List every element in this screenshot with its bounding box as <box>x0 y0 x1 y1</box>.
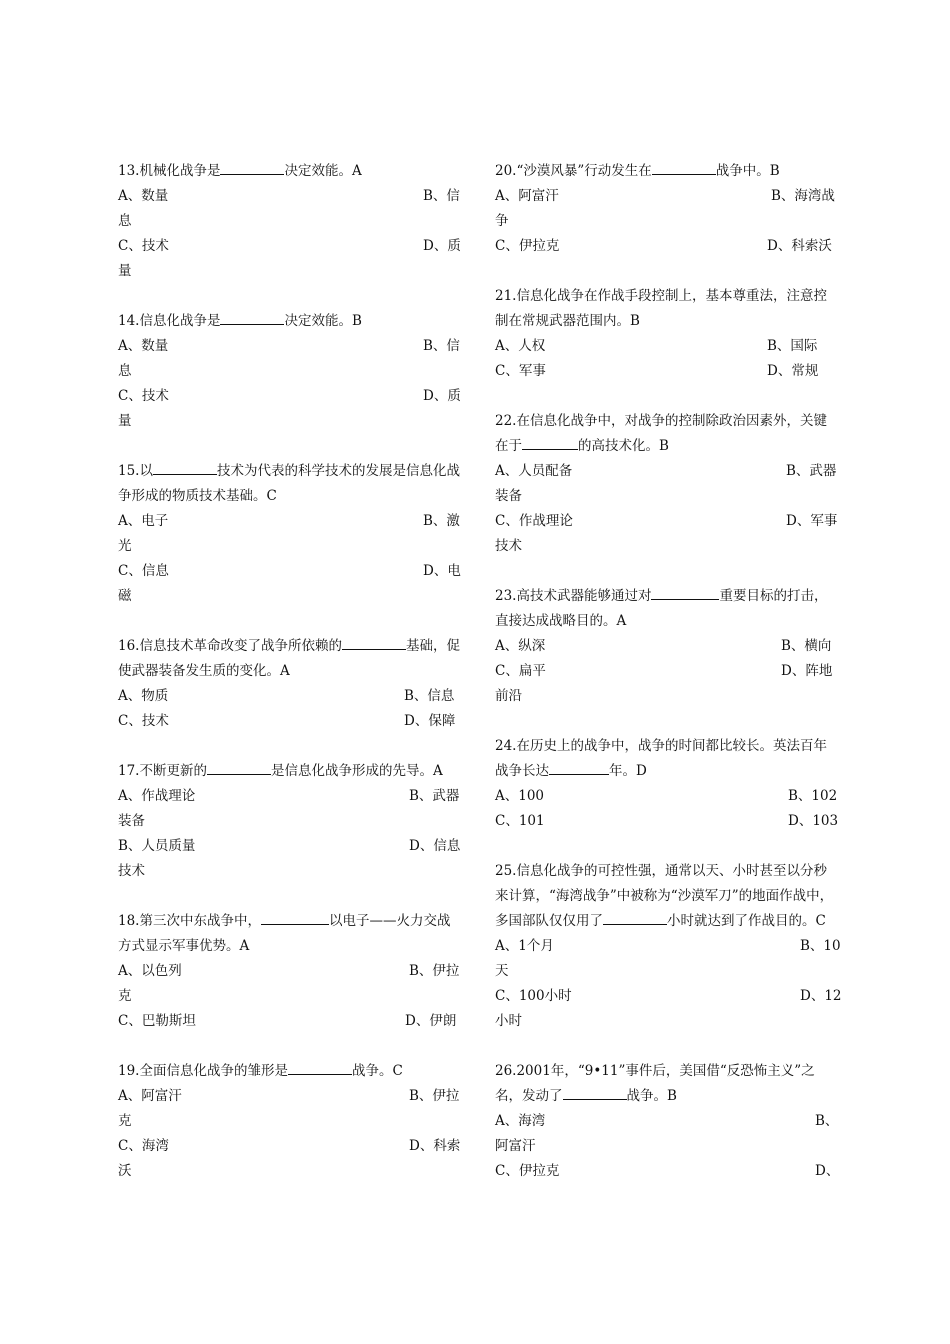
option-wrap-text: 争 <box>495 213 509 229</box>
question-text <box>118 159 463 184</box>
option-left: C、101 <box>495 813 545 829</box>
option-right: D、 <box>815 1163 840 1179</box>
option-row <box>118 709 463 734</box>
answer-blank <box>288 1060 352 1075</box>
option-left: C、技术 <box>118 713 169 729</box>
option-right: D、电 <box>423 563 461 579</box>
option-row <box>495 359 840 384</box>
option-wrap-text: 前沿 <box>495 688 522 704</box>
question-item <box>495 859 840 1034</box>
option-row <box>495 659 840 684</box>
answer-blank <box>652 160 716 175</box>
option-row <box>495 459 840 484</box>
question-stem-end: 技术为代表的科学技术的发展是信息化战争形成的物质技术基础。C <box>118 463 460 504</box>
answer-blank <box>261 910 329 925</box>
option-row <box>495 934 840 959</box>
option-row <box>495 1109 840 1134</box>
question-item <box>118 309 463 434</box>
option-wrap-text: 量 <box>118 413 132 429</box>
option-right: D、伊朗 <box>405 1013 457 1029</box>
answer-blank <box>549 760 609 775</box>
question-stem-end: 以电子——火力交战方式显示军事优势。A <box>118 913 451 954</box>
question-stem: 26.2001年，“9•11”事件后，美国借“反恐怖主义”之名，发动了 <box>495 1063 815 1104</box>
question-stem-end: 是信息化战争形成的先导。A <box>270 763 443 779</box>
question-stem: 15.以 <box>118 463 153 479</box>
question-stem-end: 重要目标的打击，直接达成战略目的。A <box>495 588 828 629</box>
question-item <box>118 909 463 1034</box>
option-right: B、国际 <box>767 338 818 354</box>
option-row <box>118 784 463 809</box>
option-wrap-text: 技术 <box>118 863 145 879</box>
question-item <box>495 284 840 384</box>
option-right: B、伊拉 <box>409 1088 460 1104</box>
option-left: C、信息 <box>118 563 169 579</box>
answer-blank <box>603 910 667 925</box>
option-right: B、伊拉 <box>409 963 460 979</box>
question-item <box>495 734 840 834</box>
option-left: A、1个月 <box>495 938 554 954</box>
option-left: A、作战理论 <box>118 788 196 804</box>
option-left: A、人员配备 <box>495 463 573 479</box>
option-left: C、技术 <box>118 388 169 404</box>
question-stem-end: 的高技术化。B <box>578 438 669 454</box>
right-question-column <box>495 159 840 1209</box>
option-left: A、物质 <box>118 688 169 704</box>
question-item <box>495 409 840 559</box>
question-text <box>118 459 463 509</box>
option-right: B、海湾战 <box>771 188 835 204</box>
option-left: A、以色列 <box>118 963 182 979</box>
option-wrap-text: 装备 <box>495 488 522 504</box>
question-stem: 24.在历史上的战争中，战争的时间都比较长。英法百年战争长达 <box>495 738 827 779</box>
question-text <box>118 759 463 784</box>
answer-blank <box>220 310 284 325</box>
question-stem-end: 战争。C <box>351 1063 403 1079</box>
question-stem: 17.不断更新的 <box>118 763 207 779</box>
option-wrap-text: 技术 <box>495 538 522 554</box>
question-item <box>118 634 463 734</box>
question-item <box>495 1059 840 1184</box>
option-row <box>118 509 463 534</box>
question-stem: 20.“沙漠风暴”行动发生在 <box>495 163 652 179</box>
option-wrap-text: 天 <box>495 963 509 979</box>
option-right: B、 <box>815 1113 839 1129</box>
option-row <box>118 184 463 209</box>
option-row <box>118 334 463 359</box>
option-row <box>118 1084 463 1109</box>
option-row <box>118 559 463 584</box>
question-text <box>495 859 840 934</box>
option-left: A、海湾 <box>495 1113 546 1129</box>
question-item <box>495 584 840 709</box>
question-stem: 13.机械化战争是 <box>118 163 221 179</box>
option-row <box>118 834 463 859</box>
question-stem: 22.在信息化战争中，对战争的控制除政治因素外，关键在于 <box>495 413 827 454</box>
option-row <box>495 1159 840 1184</box>
answer-blank <box>342 635 406 650</box>
option-left: B、人员质量 <box>118 838 196 854</box>
question-text <box>495 1059 840 1109</box>
question-stem: 19.全面信息化战争的雏形是 <box>118 1063 288 1079</box>
option-right: B、信息 <box>404 688 455 704</box>
question-text <box>118 909 463 959</box>
option-left: C、军事 <box>495 363 546 379</box>
option-left: A、人权 <box>495 338 546 354</box>
option-right: B、横向 <box>781 638 832 654</box>
option-right: D、质 <box>423 238 461 254</box>
option-left: A、数量 <box>118 338 169 354</box>
option-right: B、激 <box>423 513 460 529</box>
option-wrap-text: 装备 <box>118 813 145 829</box>
question-stem-end: 小时就达到了作战目的。C <box>667 913 826 929</box>
option-row <box>495 784 840 809</box>
left-question-column <box>118 159 463 1209</box>
question-stem-end: 战争。B <box>626 1088 677 1104</box>
option-wrap-text: 息 <box>118 213 132 229</box>
option-right: D、阵地 <box>781 663 833 679</box>
question-stem-end: 年。D <box>609 763 647 779</box>
option-row <box>495 634 840 659</box>
option-row <box>495 984 840 1009</box>
option-right: B、10 <box>800 938 841 954</box>
question-item <box>495 159 840 259</box>
option-row <box>495 184 840 209</box>
option-right: B、武器 <box>409 788 460 804</box>
option-left: C、作战理论 <box>495 513 573 529</box>
question-stem: 14.信息化战争是 <box>118 313 221 329</box>
option-right: D、保障 <box>404 713 456 729</box>
option-right: D、质 <box>423 388 461 404</box>
option-right: D、科索沃 <box>767 238 832 254</box>
question-stem: 16.信息技术革命改变了战争所依赖的 <box>118 638 342 654</box>
question-item <box>118 459 463 609</box>
option-wrap-text: 克 <box>118 1113 132 1129</box>
option-wrap-text: 小时 <box>495 1013 522 1029</box>
option-left: A、纵深 <box>495 638 546 654</box>
option-left: C、伊拉克 <box>495 238 560 254</box>
option-left: C、伊拉克 <box>495 1163 560 1179</box>
option-left: A、阿富汗 <box>495 188 559 204</box>
question-stem-end: 战争中。B <box>715 163 780 179</box>
option-wrap-text: 阿富汗 <box>495 1138 536 1154</box>
option-row <box>118 959 463 984</box>
answer-blank <box>220 160 284 175</box>
option-left: C、扁平 <box>495 663 546 679</box>
question-stem-end: 决定效能。A <box>284 163 362 179</box>
question-text <box>495 409 840 459</box>
option-right: D、信息 <box>409 838 461 854</box>
question-text <box>118 309 463 334</box>
option-row <box>118 1009 463 1034</box>
answer-blank <box>153 460 217 475</box>
answer-blank <box>522 435 578 450</box>
option-wrap-text: 息 <box>118 363 132 379</box>
question-item <box>118 159 463 284</box>
question-text <box>495 159 840 184</box>
option-row <box>118 684 463 709</box>
option-row <box>118 1134 463 1159</box>
option-row <box>495 334 840 359</box>
question-stem: 23.高技术武器能够通过对 <box>495 588 652 604</box>
option-right: B、武器 <box>786 463 837 479</box>
option-wrap-text: 磁 <box>118 588 132 604</box>
option-row <box>495 234 840 259</box>
option-wrap-text: 克 <box>118 988 132 1004</box>
answer-blank <box>563 1085 627 1100</box>
question-item <box>118 759 463 884</box>
option-right: D、常规 <box>767 363 819 379</box>
option-right: D、科索 <box>409 1138 461 1154</box>
option-left: A、阿富汗 <box>118 1088 182 1104</box>
option-row <box>495 809 840 834</box>
option-right: B、信 <box>423 188 460 204</box>
answer-blank <box>207 760 271 775</box>
option-wrap-text: 量 <box>118 263 132 279</box>
option-right: D、103 <box>788 813 839 829</box>
answer-blank <box>651 585 719 600</box>
option-wrap-text: 沃 <box>118 1163 132 1179</box>
question-item <box>118 1059 463 1184</box>
question-stem: 25.信息化战争的可控性强，通常以天、小时甚至以分秒来计算，“海湾战争”中被称为“沙漠军刀”的地面作战中，多国部队仅仅用了 <box>495 863 834 929</box>
option-left: A、数量 <box>118 188 169 204</box>
option-left: C、技术 <box>118 238 169 254</box>
option-left: A、100 <box>495 788 545 804</box>
option-left: C、海湾 <box>118 1138 169 1154</box>
option-right: D、军事 <box>786 513 838 529</box>
option-right: B、102 <box>788 788 838 804</box>
option-left: C、巴勒斯坦 <box>118 1013 196 1029</box>
option-left: C、100小时 <box>495 988 572 1004</box>
option-right: D、12 <box>800 988 842 1004</box>
option-row <box>118 234 463 259</box>
option-row <box>118 384 463 409</box>
question-text <box>495 284 840 334</box>
question-text <box>118 1059 463 1084</box>
question-text <box>118 634 463 684</box>
option-left: A、电子 <box>118 513 169 529</box>
question-stem-end: 基础，促使武器装备发生质的变化。A <box>118 638 460 679</box>
question-text <box>495 584 840 634</box>
option-right: B、信 <box>423 338 460 354</box>
question-text <box>495 734 840 784</box>
question-stem: 18.第三次中东战争中， <box>118 913 261 929</box>
option-wrap-text: 光 <box>118 538 132 554</box>
question-stem-end: 决定效能。B <box>284 313 362 329</box>
question-stem: 21.信息化战争在作战手段控制上，基本尊重法，注意控制在常规武器范围内。B <box>495 288 827 329</box>
option-row <box>495 509 840 534</box>
